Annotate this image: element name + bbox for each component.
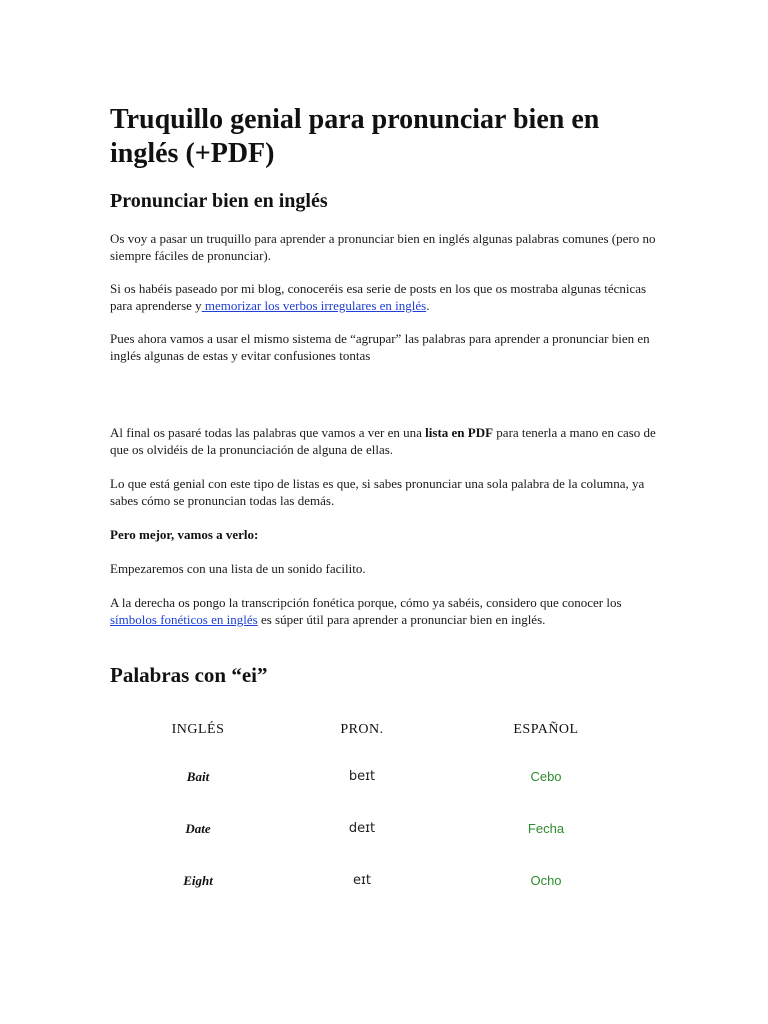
header-ingles: INGLÉS bbox=[171, 722, 225, 737]
english-word: Date bbox=[185, 821, 211, 836]
words-subheading: Palabras con “ei” bbox=[110, 663, 268, 687]
table-row bbox=[110, 759, 670, 811]
english-word: Eight bbox=[183, 873, 213, 888]
page-title: Truquillo genial para pronunciar bien en inglés (+PDF) bbox=[110, 104, 600, 169]
header-pron: PRON. bbox=[340, 722, 384, 737]
section-heading: Pronunciar bien en inglés bbox=[110, 190, 328, 212]
spanish-word: Fecha bbox=[527, 821, 565, 836]
pdf-paragraph bbox=[110, 424, 662, 458]
phonetics-paragraph bbox=[110, 594, 662, 628]
column-paragraph: Lo que está genial con este tipo de listas es que, si sabes pronunciar una sola palabra de la columna, ya sabes cómo se pronuncian todas las demás. bbox=[110, 476, 645, 508]
blog-paragraph-end: . bbox=[426, 298, 430, 313]
lets-see-bold: Pero mejor, vamos a verlo: bbox=[110, 527, 259, 542]
irregular-verbs-link[interactable]: memorizar los verbos irregulares en inglés bbox=[201, 298, 427, 313]
blog-paragraph bbox=[110, 280, 662, 314]
phonetic-symbols-link[interactable]: símbolos fonéticos en inglés bbox=[110, 612, 258, 627]
lets-see-paragraph bbox=[110, 526, 662, 543]
pdf-list-bold: lista en PDF bbox=[425, 425, 494, 440]
phonetics-paragraph-end: es súper útil para aprender a pronunciar bien en inglés. bbox=[257, 612, 546, 627]
start-paragraph: Empezaremos con una lista de un sonido facilito. bbox=[110, 561, 366, 576]
grouping-paragraph: Pues ahora vamos a usar el mismo sistema de “agrupar” las palabras para aprender a pronunciar bien en inglés algunas de estas y evitar confusiones tontas bbox=[110, 331, 650, 363]
table-row bbox=[110, 811, 670, 863]
pdf-paragraph-text: Al final os pasaré todas las palabras que vamos a ver en una bbox=[110, 425, 426, 440]
vocabulary-table bbox=[110, 712, 670, 915]
spanish-word: Cebo bbox=[530, 769, 562, 784]
pronunciation: beɪt bbox=[348, 769, 376, 784]
intro-paragraph: Os voy a pasar un truquillo para aprender a pronunciar bien en inglés algunas palabras comunes (pero no siempre fáciles de pronunciar). bbox=[110, 231, 656, 263]
blog-paragraph-text: Si os habéis paseado por mi blog, conoceréis esa serie de posts en los que os mostraba algunas técnicas para aprenderse y bbox=[110, 281, 647, 313]
phonetics-paragraph-text: A la derecha os pongo la transcripción fonética porque, cómo ya sabéis, considero que conocer los bbox=[110, 595, 622, 610]
pdf-paragraph-end: para tenerla a mano en caso de que os olvidéis de la pronunciación de alguna de ellas. bbox=[110, 425, 656, 457]
table-row bbox=[110, 863, 670, 915]
header-espanol: ESPAÑOL bbox=[513, 722, 579, 737]
table-header-row bbox=[110, 712, 670, 759]
pronunciation: deɪt bbox=[348, 821, 376, 836]
pronunciation: eɪt bbox=[353, 873, 371, 888]
english-word: Bait bbox=[186, 769, 210, 784]
spanish-word: Ocho bbox=[530, 873, 562, 888]
